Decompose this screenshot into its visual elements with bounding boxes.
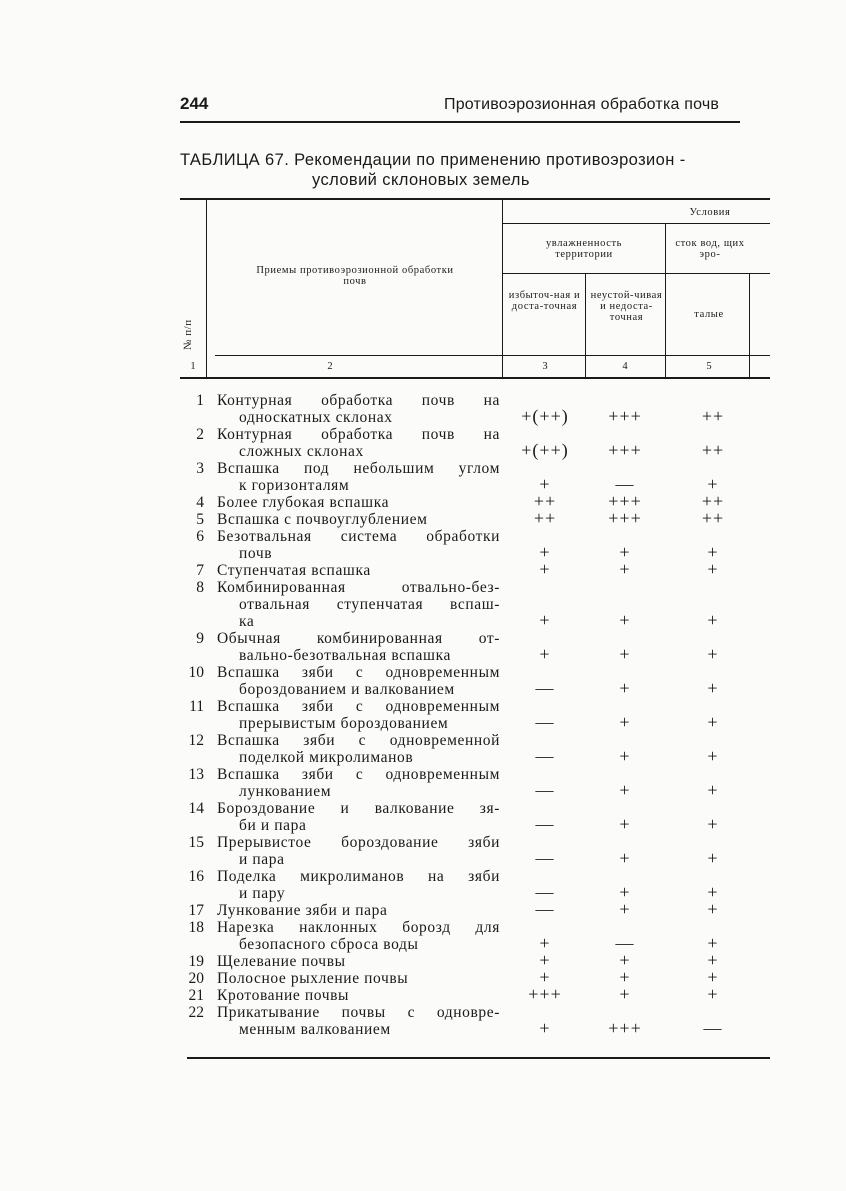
row-number: 12 <box>188 732 204 749</box>
cell-mark-c5: ++ <box>701 406 725 426</box>
cell-mark-c4: + <box>619 678 631 698</box>
column-number: 3 <box>542 361 548 372</box>
row-method <box>217 1004 500 1038</box>
cell-mark-c5: + <box>707 474 719 494</box>
cell-mark-c3: — <box>535 780 555 800</box>
table-caption-line1: ТАБЛИЦА 67. Рекомендации по применению противоэрозион - <box>180 151 686 169</box>
cell-mark-c3: +(++) <box>521 440 569 460</box>
row-method <box>217 664 500 698</box>
method-line: Комбинированная отвально-без- <box>217 579 500 596</box>
conditions-header: Условия <box>689 207 731 218</box>
header-rule <box>180 121 740 123</box>
row-method <box>217 511 500 528</box>
row-method <box>217 630 500 664</box>
row-number: 16 <box>188 868 204 885</box>
method-line: Кротование почвы <box>217 987 350 1004</box>
method-line: Полосное рыхление почвы <box>217 970 409 987</box>
method-line: Ступенчатая вспашка <box>217 562 371 579</box>
method-line: Безотвальная система обработки <box>217 528 500 545</box>
cell-mark-c4: + <box>619 814 631 834</box>
method-line: Обычная комбинированная от- <box>217 630 500 647</box>
method-line: Поделка микролиманов на зяби <box>217 868 500 885</box>
method-line: ка <box>239 613 255 630</box>
cell-mark-c3: +++ <box>528 984 562 1004</box>
cell-mark-c3: — <box>535 712 555 732</box>
cell-mark-c4: — <box>615 933 635 953</box>
cell-mark-c4: — <box>615 474 635 494</box>
cell-mark-c4: +++ <box>608 491 642 511</box>
row-number: 3 <box>196 460 204 477</box>
cell-mark-c5: + <box>707 644 719 664</box>
row-number: 4 <box>196 494 204 511</box>
table-top-rule <box>180 198 770 200</box>
row-number: 21 <box>188 987 204 1004</box>
method-line: почв <box>239 545 273 562</box>
method-line: Нарезка наклонных борозд для <box>217 919 500 936</box>
method-line: и пара <box>239 851 285 868</box>
cell-mark-c4: + <box>619 610 631 630</box>
row-method <box>217 579 500 630</box>
row-method <box>217 732 500 766</box>
cell-mark-c5: + <box>707 984 719 1004</box>
column-number: 4 <box>622 361 628 372</box>
row-method <box>217 868 500 902</box>
cell-mark-c5: ++ <box>701 491 725 511</box>
cell-mark-c3: + <box>539 474 551 494</box>
cell-mark-c3: — <box>535 882 555 902</box>
table-caption-line2: условий склоновых земель <box>312 171 530 189</box>
cell-mark-c3: + <box>539 542 551 562</box>
cell-mark-c3: — <box>535 678 555 698</box>
method-line: Вспашка с почвоуглублением <box>217 511 428 528</box>
row-method <box>217 987 500 1004</box>
cell-mark-c4: + <box>619 984 631 1004</box>
divider <box>206 200 207 378</box>
cell-mark-c4: +++ <box>608 440 642 460</box>
row-number: 11 <box>189 698 204 715</box>
row-number: 20 <box>188 970 204 987</box>
divider <box>585 274 586 378</box>
row-number: 5 <box>196 511 204 528</box>
cell-mark-c5: ++ <box>701 508 725 528</box>
cell-mark-c4: + <box>619 899 631 919</box>
row-number: 18 <box>188 919 204 936</box>
row-method <box>217 392 500 426</box>
cell-mark-c4: + <box>619 967 631 987</box>
page-number: 244 <box>180 94 209 113</box>
method-line: Контурная обработка почв на <box>217 392 500 409</box>
row-method <box>217 562 500 579</box>
method-line: менным валкованием <box>239 1021 391 1038</box>
row-number: 2 <box>196 426 204 443</box>
row-number: 6 <box>196 528 204 545</box>
cell-mark-c4: +++ <box>608 508 642 528</box>
row-method <box>217 698 500 732</box>
row-number: 9 <box>196 630 204 647</box>
method-line: Бороздование и валкование зя- <box>217 800 500 817</box>
runoff-header: сток вод, щих эро- <box>675 238 745 260</box>
cell-mark-c3: + <box>539 950 551 970</box>
cell-mark-c4: +++ <box>608 406 642 426</box>
row-method <box>217 528 500 562</box>
cell-mark-c5: + <box>707 712 719 732</box>
method-line: поделкой микролиманов <box>239 749 414 766</box>
method-line: Вспашка зяби с одновременным <box>217 766 500 783</box>
cell-mark-c5: + <box>707 882 719 902</box>
row-number: 8 <box>196 579 204 596</box>
divider <box>502 200 503 378</box>
col2-header: Приемы противоэрозионной обработки почв <box>256 265 454 287</box>
method-line: односкатных склонах <box>239 409 393 426</box>
row-number: 13 <box>188 766 204 783</box>
cell-mark-c4: + <box>619 542 631 562</box>
cell-mark-c5: + <box>707 848 719 868</box>
row-method <box>217 800 500 834</box>
method-line: безопасного сброса воды <box>239 936 419 953</box>
cell-mark-c3: + <box>539 933 551 953</box>
table-bottom-rule <box>187 1057 770 1059</box>
row-method <box>217 426 500 460</box>
cell-mark-c5: ++ <box>701 440 725 460</box>
divider <box>749 274 750 378</box>
cell-mark-c5: + <box>707 610 719 630</box>
row-number: 17 <box>188 902 204 919</box>
divider <box>215 355 770 356</box>
cell-mark-c4: +++ <box>608 1018 642 1038</box>
column-number: 2 <box>327 361 333 372</box>
subheader-col5: талые <box>694 309 724 320</box>
running-header: Противоэрозионная обработка почв <box>444 96 720 113</box>
method-line: Прикатывание почвы с одновре- <box>217 1004 500 1021</box>
cell-mark-c3: + <box>539 967 551 987</box>
cell-mark-c3: + <box>539 644 551 664</box>
row-number: 22 <box>188 1004 204 1021</box>
row-number: 14 <box>188 800 204 817</box>
row-number: 19 <box>188 953 204 970</box>
method-line: Контурная обработка почв на <box>217 426 500 443</box>
cell-mark-c3: ++ <box>533 491 557 511</box>
method-line: лункованием <box>239 783 332 800</box>
method-line: бороздованием и валкованием <box>239 681 455 698</box>
cell-mark-c4: + <box>619 882 631 902</box>
cell-mark-c5: + <box>707 542 719 562</box>
row-method <box>217 953 500 970</box>
cell-mark-c3: +(++) <box>521 406 569 426</box>
moisture-header: увлажненность территории <box>545 238 623 260</box>
row-method <box>217 902 500 919</box>
row-number: 7 <box>196 562 204 579</box>
cell-mark-c3: — <box>535 814 555 834</box>
row-method <box>217 834 500 868</box>
header-bottom-rule <box>180 377 770 379</box>
row-number: 15 <box>188 834 204 851</box>
method-line: отвальная ступенчатая вспаш- <box>239 596 500 613</box>
method-line: к горизонталям <box>239 477 350 494</box>
cell-mark-c4: + <box>619 848 631 868</box>
row-number: 10 <box>188 664 204 681</box>
cell-mark-c3: + <box>539 610 551 630</box>
cell-mark-c5: — <box>703 1018 723 1038</box>
subheader-col3: избыточ-ная и доста-точная <box>508 290 581 312</box>
row-method <box>217 970 500 987</box>
row-method <box>217 766 500 800</box>
cell-mark-c3: — <box>535 899 555 919</box>
row-number: 1 <box>196 392 204 409</box>
cell-mark-c5: + <box>707 678 719 698</box>
cell-mark-c4: + <box>619 559 631 579</box>
cell-mark-c4: + <box>619 780 631 800</box>
cell-mark-c4: + <box>619 712 631 732</box>
cell-mark-c5: + <box>707 814 719 834</box>
divider <box>502 223 770 224</box>
column-number: 5 <box>706 361 712 372</box>
cell-mark-c5: + <box>707 967 719 987</box>
method-line: прерывистым бороздованием <box>239 715 449 732</box>
cell-mark-c4: + <box>619 950 631 970</box>
method-line: Вспашка под небольшим углом <box>217 460 500 477</box>
column-number: 1 <box>190 361 196 372</box>
cell-mark-c3: + <box>539 1018 551 1038</box>
method-line: и пару <box>239 885 286 902</box>
cell-mark-c4: + <box>619 644 631 664</box>
method-line: Щелевание почвы <box>217 953 346 970</box>
subheader-col4: неустой-чивая и недоста-точная <box>590 290 663 323</box>
col1-header: № п/п <box>182 319 194 350</box>
method-line: Вспашка зяби с одновременным <box>217 664 500 681</box>
row-method <box>217 919 500 953</box>
cell-mark-c5: + <box>707 950 719 970</box>
method-line: би и пара <box>239 817 307 834</box>
cell-mark-c5: + <box>707 746 719 766</box>
method-line: сложных склонах <box>239 443 364 460</box>
cell-mark-c3: — <box>535 746 555 766</box>
method-line: вально-безотвальная вспашка <box>239 647 451 664</box>
divider <box>502 273 770 274</box>
cell-mark-c4: + <box>619 746 631 766</box>
cell-mark-c3: ++ <box>533 508 557 528</box>
method-line: Вспашка зяби с одновременным <box>217 698 500 715</box>
method-line: Прерывистое бороздование зяби <box>217 834 500 851</box>
cell-mark-c5: + <box>707 780 719 800</box>
cell-mark-c5: + <box>707 933 719 953</box>
row-method <box>217 494 500 511</box>
cell-mark-c5: + <box>707 559 719 579</box>
method-line: Более глубокая вспашка <box>217 494 390 511</box>
method-line: Вспашка зяби с одновременной <box>217 732 500 749</box>
row-method <box>217 460 500 494</box>
cell-mark-c3: + <box>539 559 551 579</box>
cell-mark-c5: + <box>707 899 719 919</box>
method-line: Лункование зяби и пара <box>217 902 388 919</box>
cell-mark-c3: — <box>535 848 555 868</box>
